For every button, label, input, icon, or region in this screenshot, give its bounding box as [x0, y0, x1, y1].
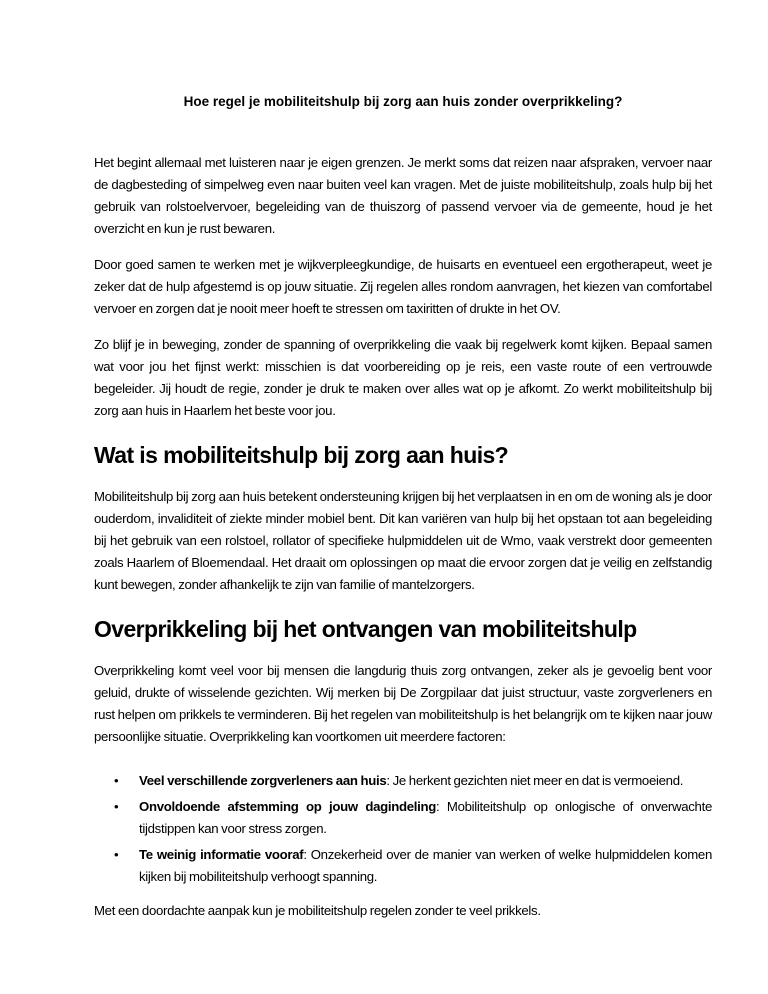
item-bold: Veel verschillende zorgverleners aan huis: [139, 773, 387, 788]
item-text: : Mobiliteitshulp op onlogische of onverwachte tijdstippen kan voor stress zorgen.: [139, 799, 712, 836]
document-page: [94, 0, 712, 966]
list-item: [94, 796, 712, 840]
list-item: [94, 844, 712, 888]
factor-list: [94, 770, 712, 888]
bullet-icon: •: [114, 847, 119, 862]
intro-paragraph-3: Zo blijf je in beweging, zonder de spanning of overprikkeling die vaak bij regelwerk komt kijken. Bepaal samen wat voor jou het fijnst werkt: misschien is dat voorbereiding op je reis, een vaste route of een vertrouwde begeleider. Jij houdt de regie, zonder je druk te maken over alles wat op je afkomt. Zo werkt mobiliteitshulp bij zorg aan huis in Haarlem het beste voor jou.: [94, 337, 712, 418]
bullet-icon: •: [114, 799, 119, 814]
item-bold: Onvoldoende afstemming op jouw dagindeling: [139, 799, 437, 814]
item-text: : Onzekerheid over de manier van werken of welke hulpmiddelen komen kijken bij mobiliteitshulp verhoogt spanning.: [139, 847, 712, 884]
section-heading: Overprikkeling bij het ontvangen van mobiliteitshulp: [94, 616, 637, 642]
section-heading: Wat is mobiliteitshulp bij zorg aan huis?: [94, 442, 509, 468]
item-bold: Te weinig informatie vooraf: [139, 847, 304, 862]
section2-paragraph: Overprikkeling komt veel voor bij mensen die langdurig thuis zorg ontvangen, zeker als je gevoelig bent voor geluid, drukte of wisselende gezichten. Wij merken bij De Zorgpilaar dat juist structuur, vaste zorgverleners en rust helpen om prikkels te verminderen. Bij het regelen van mobiliteitshulp is het belangrijk om te kijken naar jouw persoonlijke situatie. Overprikkeling kan voortkomen uit meerdere factoren:: [94, 663, 712, 744]
section1-paragraph: Mobiliteitshulp bij zorg aan huis betekent ondersteuning krijgen bij het verplaatsen in en om de woning als je door ouderdom, invaliditeit of ziekte minder mobiel bent. Dit kan variëren van hulp bij het opstaan tot aan begeleiding bij het gebruik van een rolstoel, rollator of specifieke hulpmiddelen uit de Wmo, vaak verstrekt door gemeenten zoals Haarlem of Bloemendaal. Het draait om oplossingen op maat die ervoor zorgen dat je veilig en zelfstandig kunt bewegen, zonder afhankelijk te zijn van familie of mantelzorgers.: [94, 489, 712, 592]
list-item: [94, 770, 712, 792]
item-text: : Je herkent gezichten niet meer en dat is vermoeiend.: [386, 773, 684, 788]
intro-paragraph-1: Het begint allemaal met luisteren naar je eigen grenzen. Je merkt soms dat reizen naar afspraken, vervoer naar de dagbesteding of simpelweg even naar buiten veel kan vragen. Met de juiste mobiliteitshulp, zoals hulp bij het gebruik van rolstoelvervoer, begeleiding van de thuiszorg of passend vervoer via de gemeente, houd je het overzicht en kun je rust bewaren.: [94, 155, 712, 236]
bullet-icon: •: [114, 773, 119, 788]
intro-paragraph-2: Door goed samen te werken met je wijkverpleegkundige, de huisarts en eventueel een ergotherapeut, weet je zeker dat de hulp afgestemd is op jouw situatie. Zij regelen alles rondom aanvragen, het kiezen van comfortabel vervoer en zorgen dat je nooit meer hoeft te stressen om taxiritten of drukte in het OV.: [94, 257, 712, 316]
closing-paragraph: Met een doordachte aanpak kun je mobiliteitshulp regelen zonder te veel prikkels.: [94, 903, 541, 918]
document-title: Hoe regel je mobiliteitshulp bij zorg aan huis zonder overprikkeling?: [183, 94, 623, 109]
